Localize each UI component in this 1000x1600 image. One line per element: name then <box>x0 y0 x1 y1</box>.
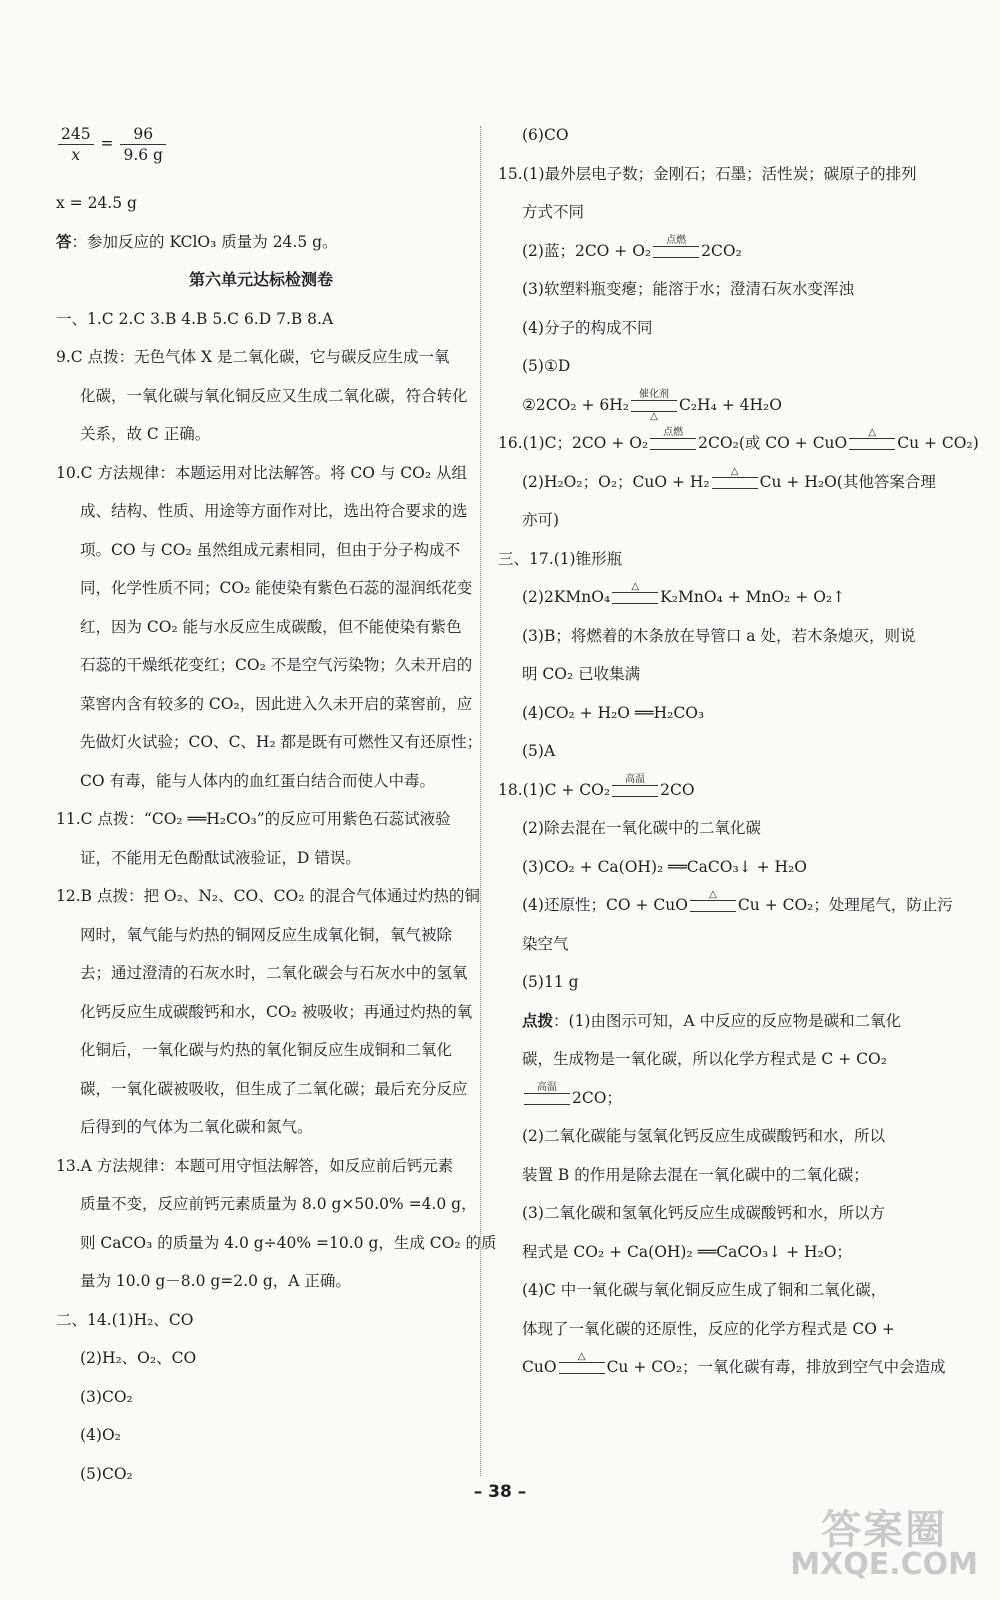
question-15: 15.(1)最外层电子数；金刚石；石墨；活性炭；碳原子的排列 方式不同 (2)蓝；2CO + O₂ 点燃 2CO₂ (3)软塑料瓶变瘪；能溶于水；澄清石灰水变浑浊 (4)分子的构成不同 (5)①D ②2CO₂ + 6H₂ 催化剂 △ C₂H₄ + 4H₂O <box>498 164 917 422</box>
reaction-arrow: △ <box>559 1362 605 1374</box>
reaction-arrow: △ <box>612 592 658 604</box>
question-17: 三、17.(1)锥形瓶 (2)2KMnO₄ △ K₂MnO₄ + MnO₂ + O₂↑ (3)B；将燃着的木条放在导管口 a 处，若木条熄灭，则说 明 CO₂ 已收集满 (4)CO₂ + H₂O ══H₂CO₃ (5)A <box>498 549 916 760</box>
reaction-arrow: 催化剂 △ <box>631 400 677 412</box>
question-11: 11.C 点拨：“CO₂ ══H₂CO₃”的反应可用紫色石蕊试液验 证，不能用无色酚酞试液验证，D 错误。 <box>56 810 451 867</box>
mc-answers: 一、1.C 2.C 3.B 4.B 5.C 6.D 7.B 8.A <box>56 309 334 328</box>
question-16: 16.(1)C；2CO + O₂ 点燃 2CO₂(或 CO + CuO △ Cu + CO₂) (2)H₂O₂；O₂；CuO + H₂ △ Cu + H₂O(其他答案合理 亦可) <box>498 427 979 529</box>
fraction-96-9.6g: $\frac{96}{9.6 g}$ <box>120 124 166 165</box>
reaction-arrow: △ <box>849 438 895 450</box>
question-10: 10.C 方法规律：本题运用对比法解答。将 CO 与 CO₂ 从组 成、结构、性质、用途等方面作对比，选出符合要求的选 项。CO 与 CO₂ 虽然组成元素相同，但由于分子构成不 同，化学性质不同；CO₂ 能使染有紫色石蕊的湿润纸花变 红，因为 CO₂ 能与水反应生成碳酸，但不能使染有紫色 石蕊的干燥纸花变红；CO₂ 不是空气污染物；久未开启的 菜窖内含有较多的 CO₂，因此进入久未开启的菜窖前，应 先做灯火试验；CO、C、H₂ 都是既有可燃性又有还原性； CO 有毒，能与人体内的血红蛋白结合而使人中毒。 <box>56 463 483 790</box>
left-column <box>56 124 497 1501</box>
x-result: x = 24.5 g <box>56 194 137 212</box>
question-18: 18.(1)C + CO₂ 高温 2CO (2)除去混在一氧化碳中的二氧化碳 (3)CO₂ + Ca(OH)₂ ══CaCO₃↓ + H₂O (4)还原性；CO + CuO △ Cu + CO₂；处理尾气，防止污 染空气 (5)11 g <box>498 773 953 991</box>
reaction-arrow: △ <box>690 900 736 912</box>
reaction-arrow: 高温 <box>524 1093 570 1105</box>
question-13: 13.A 方法规律：本题可用守恒法解答，如反应前后钙元素 质量不变，反应前钙元素质量为 8.0 g×50.0% =4.0 g， 则 CaCO₃ 的质量为 4.0 g÷40% =10.0 g，生成 CO₂ 的质 量为 10.0 g－8.0 g=2.0 g，A 正确。 <box>56 1156 497 1290</box>
fraction-245-x: $\frac{245}{x}$ <box>58 124 94 165</box>
reaction-arrow: 点燃 <box>653 246 699 258</box>
right-column: (6)CO 15.(1)最外层电子数；金刚石；石墨；活性炭；碳原子的排列 方式不同 (2)蓝；2CO + O₂ 点燃 2CO₂ (3)软塑料瓶变瘪；能溶于水；澄清石灰水变浑浊 (4)分子的构成不同 (5)①D ②2CO₂ + 6H₂ 催化剂 △ C₂H₄ + 4H₂O 16.(1)C；2CO + O₂ 点燃 2CO₂(或 CO + CuO △ Cu + CO₂) (2)H₂O₂；O₂；CuO + H₂ △ Cu + H₂O(其他答案合理 亦可) 三、17.(1)锥形瓶 (2)2KMnO₄ △ K₂MnO₄ + MnO₂ + O₂↑ (3)B；将燃着的木条放在导管口 a 处，若木条熄灭，则说 明 CO₂ 已收集满 (4)CO₂ + H₂O ══H₂CO₃ (5)A 18.(1)C + CO₂ 高温 2CO (2)除去混在一氧化碳中的二氧化碳 (3)CO₂ + Ca(OH)₂ ══CaCO₃↓ + H₂O (4)还原性；CO + CuO △ Cu + CO₂；处理尾气，防止污 染空气 (5)11 g 点拨：(1)由图示可知，A 中反应的反应物是碳和二氧化 碳，生成物是一氧化碳，所以化学方程式是 C + CO₂ 高温 2CO； (2)二氧化碳能与氢氧化钙反应生成碳酸钙和水，所以 装置 B 的作用是除去混在一氧化碳中的二氧化碳； (3)二氧化碳和氢氧化钙反应生成碳酸钙和水，所以方 程式是 CO₂ + Ca(OH)₂ ══CaCO₃↓ + H₂O； (4)C 中一氧化碳与氧化铜反应生成了铜和二氧化碳， 体现了一氧化碳的还原性，反应的化学方程式是 CO + CuO △ Cu + CO₂；一氧化碳有毒，排放到空气中会造成 <box>498 126 979 1376</box>
reaction-arrow: △ <box>712 477 758 489</box>
page-number: – 38 – <box>473 1482 527 1502</box>
question-12: 12.B 点拨：把 O₂、N₂、CO、CO₂ 的混合气体通过灼热的铜 网时，氧气能与灼热的铜网反应生成氧化铜，氧气被除 去；通过澄清的石灰水时，二氧化碳会与石灰水中的氢氧 化钙反应生成碳酸钙和水，CO₂ 被吸收；再通过灼热的氧 化铜后，一氧化碳与灼热的氧化铜反应生成铜和二氧化 碳，一氧化碳被吸收，但生成了二氧化碳；最后充分反应 后得到的气体为二氧化碳和氮气。 <box>56 887 480 1136</box>
column-divider <box>480 126 481 1476</box>
watermark-cn: 答案圈 <box>821 1507 948 1553</box>
reaction-arrow: 点燃 <box>650 438 696 450</box>
section-title: 第六单元达标检测卷 <box>188 270 333 289</box>
question-9: 9.C 点拨：无色气体 X 是二氧化碳，它与碳反应生成一氧 化碳，一氧化碳与氧化铜反应又生成二氧化碳，符合转化 关系，故 C 正确。 <box>56 348 468 443</box>
explanation: 点拨：(1)由图示可知，A 中反应的反应物是碳和二氧化 碳，生成物是一氧化碳，所以化学方程式是 C + CO₂ 高温 2CO； (2)二氧化碳能与氢氧化钙反应生成碳酸钙和水，所以 装置 B 的作用是除去混在一氧化碳中的二氧化碳； (3)二氧化碳和氢氧化钙反应生成碳酸钙和水，所以方 程式是 CO₂ + Ca(OH)₂ ══CaCO₃↓ + H₂O； (4)C 中一氧化碳与氧化铜反应生成了铜和二氧化碳， 体现了一氧化碳的还原性，反应的化学方程式是 CO + CuO △ Cu + CO₂；一氧化碳有毒，排放到空气中会造成 <box>522 1011 946 1376</box>
watermark-en: MXQE.COM <box>790 1547 978 1582</box>
watermark-logo <box>790 1507 978 1582</box>
question-14: 二、14.(1)H₂、CO (2)H₂、O₂、CO (3)CO₂ (4)O₂ (5)CO₂ <box>56 1310 197 1483</box>
answer-line: 答：参加反应的 KClO₃ 质量为 24.5 g。 <box>56 232 338 251</box>
proportion-equation: $\frac{245}{x}$ = $\frac{96}{9.6 g}$ <box>56 124 466 184</box>
reaction-arrow: 高温 <box>612 785 658 797</box>
